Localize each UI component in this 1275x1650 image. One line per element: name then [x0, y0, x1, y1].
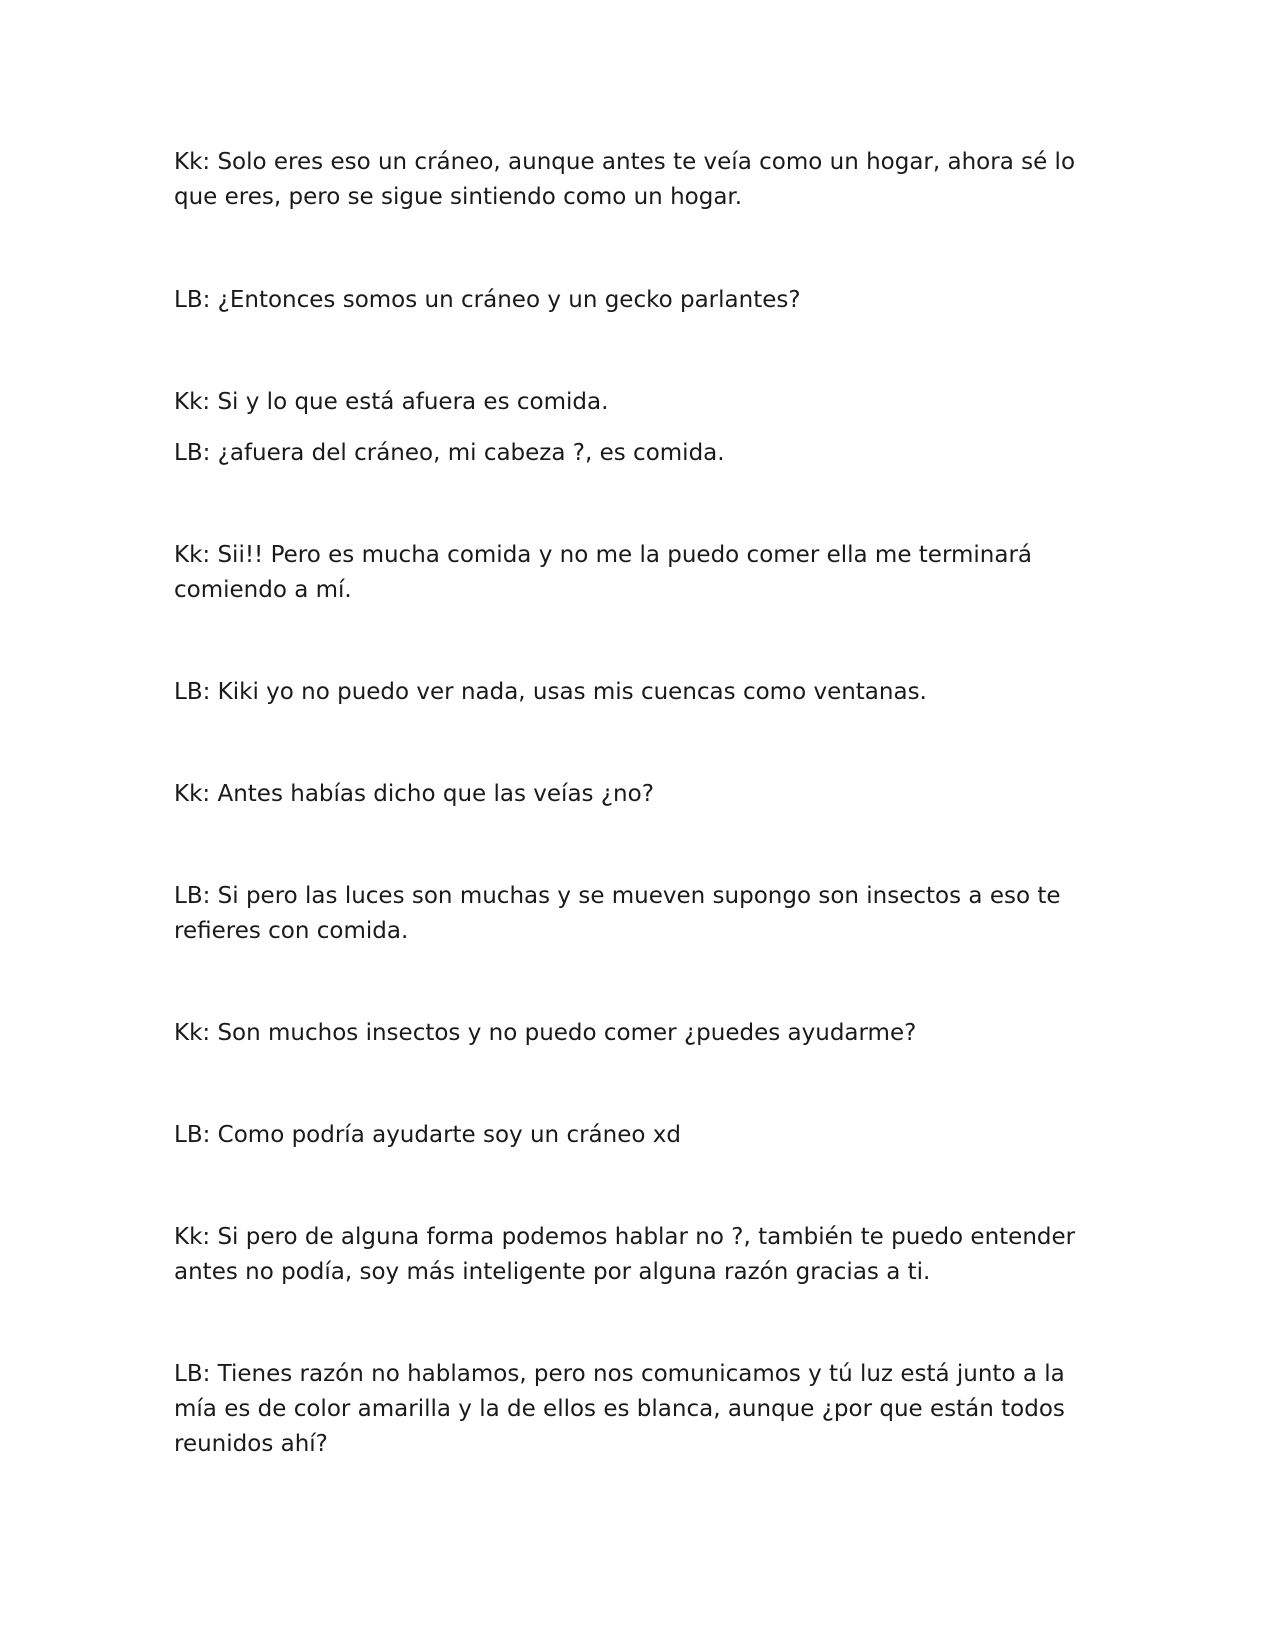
- dialogue-paragraph: LB: ¿afuera del cráneo, mi cabeza ?, es comida.: [174, 440, 725, 466]
- dialogue-paragraph: Kk: Solo eres eso un cráneo, aunque antes te veía como un hogar, ahora sé lo que eres, pero se sigue sintiendo como un hogar.: [174, 149, 1076, 210]
- dialogue-paragraph: Kk: Sii!! Pero es mucha comida y no me la puedo comer ella me terminará comiendo a mí.: [174, 542, 1033, 603]
- dialogue-paragraph: LB: Como podría ayudarte soy un cráneo xd: [174, 1122, 681, 1148]
- dialogue-paragraph: Kk: Son muchos insectos y no puedo comer ¿puedes ayudarme?: [174, 1020, 917, 1046]
- dialogue-paragraph: LB: Si pero las luces son muchas y se mueven supongo son insectos a eso te refieres con comida.: [174, 883, 1061, 944]
- dialogue-paragraph: LB: Kiki yo no puedo ver nada, usas mis cuencas como ventanas.: [174, 679, 927, 705]
- dialogue-paragraph: Kk: Si pero de alguna forma podemos hablar no ?, también te puedo entender antes no podía, soy más inteligente por alguna razón gracias a ti.: [174, 1224, 1076, 1285]
- dialogue-paragraph: LB: Tienes razón no hablamos, pero nos comunicamos y tú luz está junto a la mía es de color amarilla y la de ellos es blanca, aunque ¿por que están todos reunidos ahí?: [174, 1361, 1065, 1457]
- dialogue-paragraph: Kk: Antes habías dicho que las veías ¿no?: [174, 781, 654, 807]
- dialogue-paragraph: Kk: Si y lo que está afuera es comida.: [174, 389, 609, 415]
- dialogue-paragraph: LB: ¿Entonces somos un cráneo y un gecko parlantes?: [174, 287, 801, 313]
